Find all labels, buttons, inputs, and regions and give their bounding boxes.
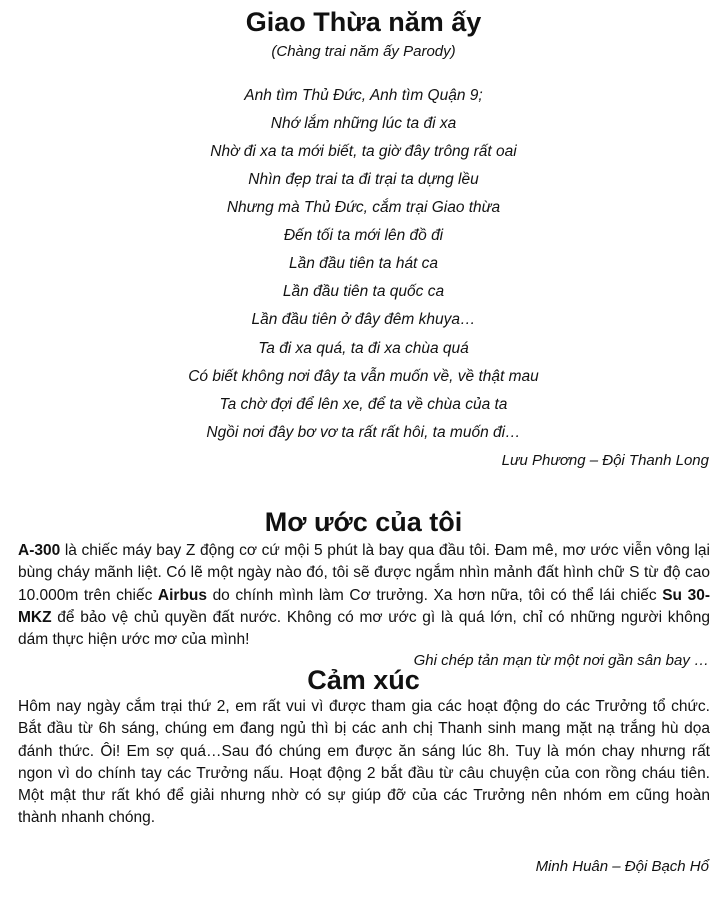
poem-line: Đến tối ta mới lên đồ đi (283, 227, 444, 244)
poem-line: Nhưng mà Thủ Đức, cắm trại Giao thừa (226, 199, 501, 216)
bold-term: A-300 (18, 542, 61, 559)
article-signature: Ghi chép tản mạn từ một nơi gần sân bay … (413, 652, 709, 669)
paragraph-text: do chính mình làm Cơ trưởng. Xa hơn nữa, tôi có thể lái chiếc (207, 586, 663, 604)
poem-line: Lần đầu tiên ta hát ca (288, 255, 439, 272)
article-paragraph: Hôm nay ngày cắm trại thứ 2, em rất vui vì được tham gia các hoạt động do các Trưởng tổ chức. Bắt đầu từ 6h sáng, chúng em đang ngủ thì bị các anh chị Thanh sinh mang mặt nạ trắng hù dọa đánh thức. Ôi! Em sợ quá…Sau đó chúng em được ăn sáng lúc 8h. Tuy là món chay nhưng rất ngon vì do chính tay các Trưởng nấu. Hoạt động 2 bắt đầu từ câu chuyện của con rồng cháu tiên. Một mật thư rất khó để giải nhưng nhờ có sự giúp đỡ của các Trưởng nên nhóm em cũng hoàn thành nhanh chóng. (18, 698, 710, 827)
poem-line: Lần đầu tiên ở đây đêm khuya… (251, 311, 476, 328)
poem-line: Nhờ đi xa ta mới biết, ta giờ đây trông rất oai (210, 143, 517, 160)
article-title: Mơ ước của tôi (264, 507, 463, 537)
article-paragraph (18, 540, 710, 651)
article-title: Cảm xúc (307, 665, 420, 695)
poem-line: Nhớ lắm những lúc ta đi xa (270, 115, 457, 132)
poem-line: Anh tìm Thủ Đức, Anh tìm Quận 9; (244, 87, 483, 104)
paragraph-text: để bảo vệ chủ quyền đất nước. Không có mơ ước gì là quá lớn, chỉ có những người không dám thực hiện ước mơ của mình! (18, 608, 710, 649)
bold-term: Su 30-MKZ (18, 586, 710, 626)
poem-line: Lần đầu tiên ta quốc ca (282, 283, 445, 300)
bold-term: Airbus (157, 586, 207, 604)
poem-line: Có biết không nơi đây ta vẫn muốn về, về thật mau (188, 368, 539, 385)
paragraph-text: là chiếc máy bay Z động cơ cứ mội 5 phút là bay qua đầu tôi. Đam mê, mơ ước viễn vông lại bùng cháy mãnh liệt. Có lẽ một ngày nào đó, tôi sẽ được ngắm nhìn mảnh đất hình chữ S từ độ cao 10.000m trên chiếc (18, 542, 710, 604)
poem-subtitle: (Chàng trai năm ấy Parody) (271, 43, 456, 60)
poem-title: Giao Thừa năm ấy (245, 7, 482, 37)
poem-line: Ngồi nơi đây bơ vơ ta rất rất hôi, ta muốn đi… (206, 424, 521, 441)
poem-line: Ta đi xa quá, ta đi xa chùa quá (258, 340, 469, 357)
poem-line: Ta chờ đợi để lên xe, để ta về chùa của ta (219, 396, 508, 413)
article-signature: Minh Huân – Đội Bạch Hổ (535, 858, 709, 875)
poem-line: Nhìn đẹp trai ta đi trại ta dựng lều (248, 171, 479, 188)
poem-signature: Lưu Phương – Đội Thanh Long (501, 452, 709, 469)
